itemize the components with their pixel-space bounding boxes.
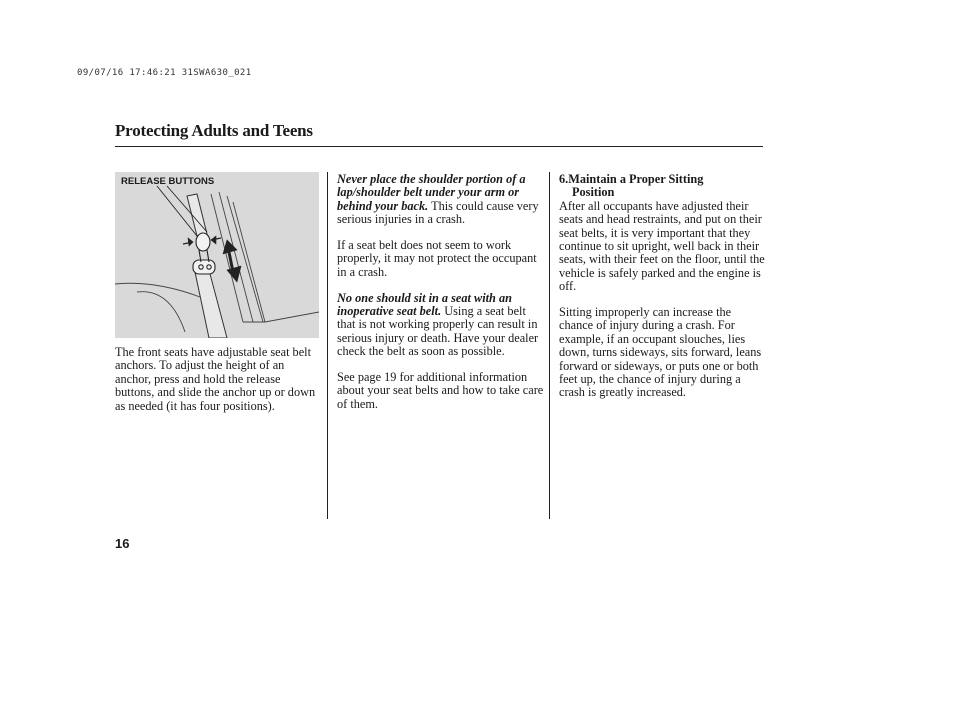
section-heading-line2: Position xyxy=(572,185,615,200)
belt-not-working-paragraph: If a seat belt does not seem to work properly, it may not protect the occupant in a crash. xyxy=(337,238,537,279)
column-divider-2 xyxy=(549,172,550,519)
inoperative-belt-warning-bold: No one should sit in a seat with an inoperative seat belt. xyxy=(337,290,512,319)
section-number: 6. xyxy=(559,172,569,186)
shoulder-belt-warning-text: This could cause very serious injuries in a crash. xyxy=(337,198,539,227)
anchor-adjust-paragraph: The front seats have adjustable seat belt anchors. To adjust the height of an anchor, press and hold the release buttons, and slide the anchor up or down as needed (it has four positions). xyxy=(115,345,316,413)
sitting-position-paragraph: After all occupants have adjusted their seats and head restraints, and put on their seat belts, it is very important that they continue to sit upright, well back in their seats, with their feet on the floor, until the vehicle is safely parked and the engine is off. xyxy=(559,198,765,294)
shoulder-belt-warning-bold: Never place the shoulder portion of a lap/shoulder belt under your arm or behind your back. xyxy=(337,172,526,213)
seat-belt-anchor-illustration xyxy=(115,172,319,338)
section-heading-line1: Maintain a Proper Sitting xyxy=(568,172,704,186)
sitting-improperly-paragraph: Sitting improperly can increase the chance of injury during a crash. For example, if an occupant slouches, lies down, turns sideways, sits forward, leans forward or sideways, or puts one or both feet up, the chance of injury during a crash is greatly increased. xyxy=(559,305,762,400)
column-3 xyxy=(559,173,765,412)
page-title: Protecting Adults and Teens xyxy=(115,121,313,140)
print-timestamp: 09/07/16 17:46:21 31SWA630_021 xyxy=(77,68,252,78)
page-number: 16 xyxy=(115,536,130,551)
see-page-paragraph: See page 19 for additional information about your seat belts and how to take care of them. xyxy=(337,370,544,411)
shoulder-belt-warning xyxy=(337,173,545,227)
inoperative-belt-warning xyxy=(337,292,545,359)
column-1 xyxy=(115,346,321,425)
column-2 xyxy=(337,173,545,424)
inoperative-belt-warning-text: Using a seat belt that is not working properly can result in serious injury or death. Have your dealer check the belt as soon as possible. xyxy=(337,304,539,359)
column-divider-1 xyxy=(327,172,328,519)
section-heading xyxy=(559,173,765,200)
seat-belt-anchor-drawing xyxy=(115,172,319,338)
release-buttons-label: RELEASE BUTTONS xyxy=(121,176,215,187)
title-rule xyxy=(115,146,763,147)
